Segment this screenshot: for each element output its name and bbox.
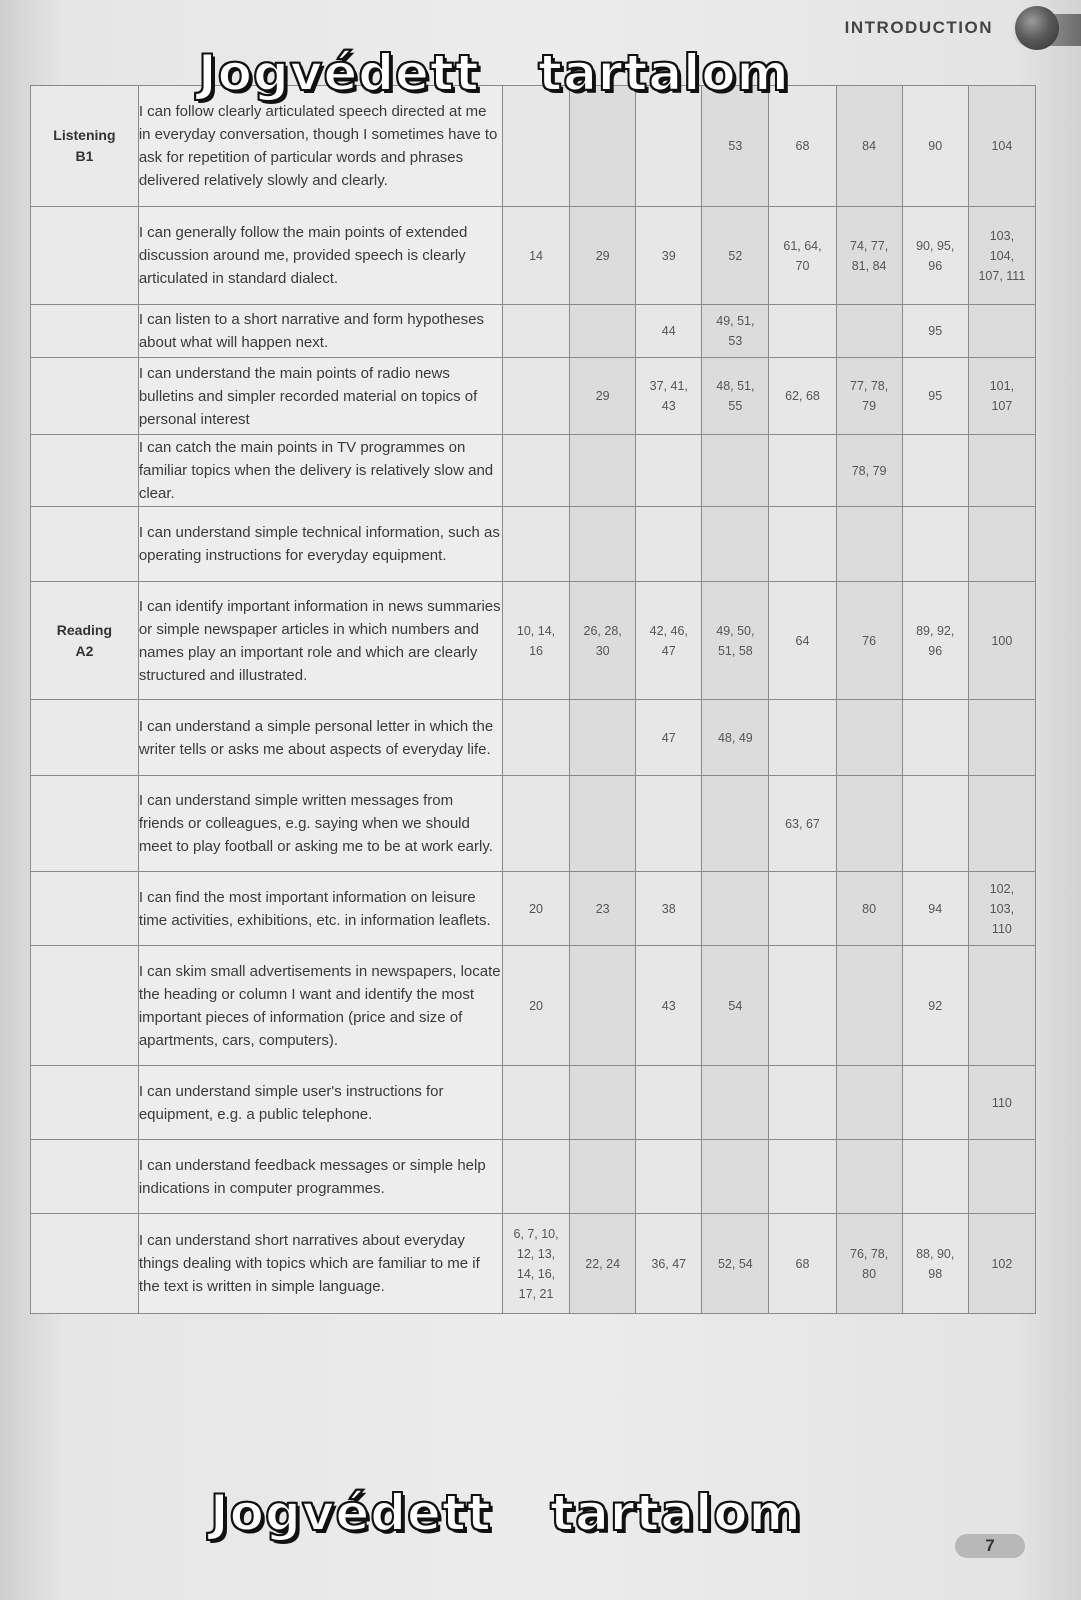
can-do-statement: I can understand the main points of radio news bulletins and simpler recorded material on topics of personal interest: [138, 358, 502, 435]
skill-level-cell: [31, 305, 139, 358]
table-row: [31, 305, 1036, 358]
skill-level-cell: [31, 207, 139, 305]
unit-pages-cell: [769, 946, 836, 1066]
unit-pages-cell: 63, 67: [769, 776, 836, 872]
unit-pages-cell: 29: [570, 207, 636, 305]
unit-pages-cell: 39: [636, 207, 702, 305]
unit-pages-cell: [702, 507, 769, 582]
unit-pages-cell: 102, 103, 110: [968, 872, 1035, 946]
unit-pages-cell: 20: [502, 872, 569, 946]
unit-pages-cell: [902, 1140, 968, 1214]
unit-pages-cell: 53: [702, 86, 769, 207]
can-do-statement: I can skim small advertisements in newspapers, locate the heading or column I want and identify the most important pieces of information (price and size of apartments, cars, computers).: [138, 946, 502, 1066]
unit-pages-cell: 95: [902, 358, 968, 435]
table-row: [31, 872, 1036, 946]
unit-pages-cell: [968, 305, 1035, 358]
can-do-statement: I can understand simple written messages from friends or colleagues, e.g. saying when we should meet to play football or asking me to be at work early.: [138, 776, 502, 872]
unit-pages-cell: 100: [968, 582, 1035, 700]
can-do-statement: I can identify important information in news summaries or simple newspaper articles in which numbers and names play an important role and which are clearly structured and illustrated.: [138, 582, 502, 700]
unit-pages-cell: [836, 1066, 902, 1140]
unit-pages-cell: [902, 1066, 968, 1140]
unit-pages-cell: [968, 946, 1035, 1066]
page-number: 7: [955, 1534, 1025, 1558]
unit-pages-cell: [902, 435, 968, 507]
unit-pages-cell: 90, 95, 96: [902, 207, 968, 305]
unit-pages-cell: [769, 507, 836, 582]
unit-pages-cell: 26, 28, 30: [570, 582, 636, 700]
unit-pages-cell: 44: [636, 305, 702, 358]
unit-pages-cell: 64: [769, 582, 836, 700]
unit-pages-cell: 42, 46, 47: [636, 582, 702, 700]
unit-pages-cell: [636, 776, 702, 872]
unit-pages-cell: [769, 872, 836, 946]
unit-pages-cell: [570, 1066, 636, 1140]
can-do-statement: I can understand simple technical information, such as operating instructions for everyday equipment.: [138, 507, 502, 582]
unit-pages-cell: [502, 776, 569, 872]
skill-level-cell: Reading A2: [31, 582, 139, 700]
table-row: [31, 507, 1036, 582]
skill-level-cell: [31, 1140, 139, 1214]
unit-pages-cell: 43: [636, 946, 702, 1066]
table-row: [31, 1214, 1036, 1314]
unit-pages-cell: [502, 1066, 569, 1140]
unit-pages-cell: 89, 92, 96: [902, 582, 968, 700]
skill-level-cell: [31, 872, 139, 946]
unit-pages-cell: [702, 1066, 769, 1140]
unit-pages-cell: [702, 776, 769, 872]
skill-level-cell: [31, 700, 139, 776]
unit-pages-cell: 52, 54: [702, 1214, 769, 1314]
unit-pages-cell: 77, 78, 79: [836, 358, 902, 435]
unit-pages-cell: [502, 435, 569, 507]
unit-pages-cell: [902, 507, 968, 582]
unit-pages-cell: 14: [502, 207, 569, 305]
unit-pages-cell: [968, 507, 1035, 582]
table-row: [31, 946, 1036, 1066]
can-do-statement: I can understand short narratives about everyday things dealing with topics which are familiar to me if the text is written in simple language.: [138, 1214, 502, 1314]
unit-pages-cell: 76: [836, 582, 902, 700]
watermark-bottom: Jogvédett tartalom: [210, 1484, 802, 1542]
unit-pages-cell: 62, 68: [769, 358, 836, 435]
table-row: [31, 86, 1036, 207]
unit-pages-cell: 23: [570, 872, 636, 946]
unit-pages-cell: 48, 49: [702, 700, 769, 776]
table-row: [31, 435, 1036, 507]
can-do-statement: I can listen to a short narrative and form hypotheses about what will happen next.: [138, 305, 502, 358]
table-row: [31, 700, 1036, 776]
unit-pages-cell: 88, 90, 98: [902, 1214, 968, 1314]
unit-pages-cell: [502, 358, 569, 435]
unit-pages-cell: [769, 1066, 836, 1140]
unit-pages-cell: 80: [836, 872, 902, 946]
unit-pages-cell: [570, 86, 636, 207]
skill-level-cell: [31, 1066, 139, 1140]
unit-pages-cell: [502, 700, 569, 776]
unit-pages-cell: 94: [902, 872, 968, 946]
unit-pages-cell: 61, 64, 70: [769, 207, 836, 305]
skill-level-cell: Listening B1: [31, 86, 139, 207]
unit-pages-cell: 49, 50, 51, 58: [702, 582, 769, 700]
unit-pages-cell: [902, 700, 968, 776]
unit-pages-cell: 10, 14, 16: [502, 582, 569, 700]
unit-pages-cell: [836, 776, 902, 872]
unit-pages-cell: 54: [702, 946, 769, 1066]
table-row: [31, 358, 1036, 435]
unit-pages-cell: [836, 1140, 902, 1214]
unit-pages-cell: 103, 104, 107, 111: [968, 207, 1035, 305]
can-do-statement: I can understand a simple personal letter in which the writer tells or asks me about aspects of everyday life.: [138, 700, 502, 776]
can-do-statement: I can generally follow the main points of extended discussion around me, provided speech is clearly articulated in standard dialect.: [138, 207, 502, 305]
skill-level-cell: [31, 358, 139, 435]
unit-pages-cell: 20: [502, 946, 569, 1066]
can-do-statement: I can understand simple user's instructions for equipment, e.g. a public telephone.: [138, 1066, 502, 1140]
table-body: [31, 86, 1036, 1314]
unit-pages-cell: [502, 305, 569, 358]
unit-pages-cell: [836, 305, 902, 358]
unit-pages-cell: [836, 946, 902, 1066]
can-do-statement: I can follow clearly articulated speech directed at me in everyday conversation, though I sometimes have to ask for repetition of particular words and phrases delivered relatively slowly and clearly.: [138, 86, 502, 207]
skill-level-cell: [31, 946, 139, 1066]
unit-pages-cell: 76, 78, 80: [836, 1214, 902, 1314]
table-row: [31, 1066, 1036, 1140]
unit-pages-cell: 38: [636, 872, 702, 946]
watermark-top: Jogvédett tartalom: [198, 44, 790, 102]
header-ball-icon: [1015, 6, 1059, 50]
unit-pages-cell: [570, 946, 636, 1066]
unit-pages-cell: [702, 435, 769, 507]
unit-pages-cell: 48, 51, 55: [702, 358, 769, 435]
unit-pages-cell: 6, 7, 10, 12, 13, 14, 16, 17, 21: [502, 1214, 569, 1314]
unit-pages-cell: [570, 776, 636, 872]
unit-pages-cell: [636, 1066, 702, 1140]
unit-pages-cell: 110: [968, 1066, 1035, 1140]
unit-pages-cell: [702, 1140, 769, 1214]
unit-pages-cell: [636, 86, 702, 207]
can-do-table: [30, 85, 1036, 1314]
unit-pages-cell: [968, 435, 1035, 507]
unit-pages-cell: 37, 41, 43: [636, 358, 702, 435]
can-do-statement: I can find the most important information on leisure time activities, exhibitions, etc. in information leaflets.: [138, 872, 502, 946]
table-row: [31, 1140, 1036, 1214]
unit-pages-cell: [968, 700, 1035, 776]
unit-pages-cell: 90: [902, 86, 968, 207]
unit-pages-cell: [570, 305, 636, 358]
table-row: [31, 207, 1036, 305]
table-row: [31, 776, 1036, 872]
unit-pages-cell: 95: [902, 305, 968, 358]
skill-level-cell: [31, 507, 139, 582]
unit-pages-cell: [502, 86, 569, 207]
unit-pages-cell: [636, 435, 702, 507]
unit-pages-cell: 74, 77, 81, 84: [836, 207, 902, 305]
unit-pages-cell: [702, 872, 769, 946]
unit-pages-cell: [570, 435, 636, 507]
unit-pages-cell: 68: [769, 86, 836, 207]
unit-pages-cell: 36, 47: [636, 1214, 702, 1314]
unit-pages-cell: [769, 435, 836, 507]
can-do-statement: I can understand feedback messages or simple help indications in computer programmes.: [138, 1140, 502, 1214]
unit-pages-cell: 47: [636, 700, 702, 776]
unit-pages-cell: [636, 1140, 702, 1214]
section-title: INTRODUCTION: [844, 18, 993, 37]
unit-pages-cell: 22, 24: [570, 1214, 636, 1314]
unit-pages-cell: [769, 700, 836, 776]
unit-pages-cell: [968, 1140, 1035, 1214]
unit-pages-cell: 104: [968, 86, 1035, 207]
unit-pages-cell: 49, 51, 53: [702, 305, 769, 358]
unit-pages-cell: 92: [902, 946, 968, 1066]
unit-pages-cell: 102: [968, 1214, 1035, 1314]
unit-pages-cell: 29: [570, 358, 636, 435]
skill-level-cell: [31, 776, 139, 872]
unit-pages-cell: [769, 1140, 836, 1214]
unit-pages-cell: [769, 305, 836, 358]
unit-pages-cell: [570, 507, 636, 582]
unit-pages-cell: 84: [836, 86, 902, 207]
table-row: [31, 582, 1036, 700]
unit-pages-cell: [636, 507, 702, 582]
unit-pages-cell: [836, 507, 902, 582]
unit-pages-cell: [570, 1140, 636, 1214]
unit-pages-cell: [968, 776, 1035, 872]
unit-pages-cell: 101, 107: [968, 358, 1035, 435]
skill-level-cell: [31, 1214, 139, 1314]
unit-pages-cell: [902, 776, 968, 872]
unit-pages-cell: 52: [702, 207, 769, 305]
unit-pages-cell: [502, 1140, 569, 1214]
unit-pages-cell: 68: [769, 1214, 836, 1314]
unit-pages-cell: 78, 79: [836, 435, 902, 507]
unit-pages-cell: [836, 700, 902, 776]
unit-pages-cell: [502, 507, 569, 582]
skill-level-cell: [31, 435, 139, 507]
unit-pages-cell: [570, 700, 636, 776]
can-do-statement: I can catch the main points in TV programmes on familiar topics when the delivery is relatively slow and clear.: [138, 435, 502, 507]
